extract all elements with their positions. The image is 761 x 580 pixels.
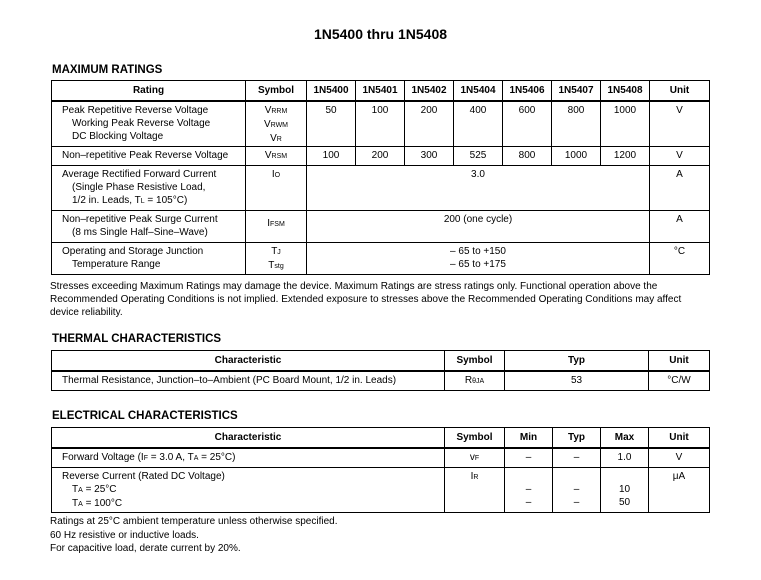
characteristic-cell xyxy=(52,448,445,467)
column-header: 1N5400 xyxy=(307,81,356,102)
value-cell: 100 xyxy=(307,147,356,166)
rating-subscript: L xyxy=(140,198,145,205)
symbol-subscript: stg xyxy=(274,263,284,270)
rating-text: Non–repetitive Peak Surge Current xyxy=(62,214,218,225)
value-cell: 200 xyxy=(405,101,454,147)
column-header: 1N5401 xyxy=(356,81,405,102)
characteristic-text: = 25°C) xyxy=(198,452,236,463)
column-header: Characteristic xyxy=(52,428,445,449)
value-cell: 50 xyxy=(307,101,356,147)
symbol-text: I xyxy=(470,470,474,482)
rating-cell xyxy=(52,243,246,275)
unit-cell: A xyxy=(650,166,710,211)
rating-text: DC Blocking Voltage xyxy=(72,131,164,142)
rating-text: (Single Phase Resistive Load, xyxy=(72,182,206,193)
symbol-cell xyxy=(246,166,307,211)
symbol-cell xyxy=(246,243,307,275)
symbol-subscript: R xyxy=(473,473,479,481)
electrical-table xyxy=(51,427,710,513)
value-cell: 1000 xyxy=(601,101,650,147)
symbol-subscript: O xyxy=(274,172,281,179)
column-header: Unit xyxy=(649,428,710,449)
column-header: Unit xyxy=(650,81,710,102)
characteristic-text: = 3.0 A, T xyxy=(148,452,194,463)
symbol-text: V xyxy=(264,105,272,116)
value-cell: 100 xyxy=(356,101,405,147)
column-header: Typ xyxy=(553,428,601,449)
value-cell xyxy=(307,243,650,275)
thermal-heading: THERMAL CHARACTERISTICS xyxy=(52,333,222,345)
footnote: 60 Hz resistive or inductive loads. xyxy=(50,529,199,541)
typ-value: – xyxy=(573,483,580,495)
min-value: – xyxy=(525,496,532,508)
value-cell: 600 xyxy=(503,101,552,147)
symbol-text: v xyxy=(469,452,475,463)
table-row xyxy=(52,448,710,467)
rating-cell xyxy=(52,166,246,211)
unit-cell: μA xyxy=(649,467,710,512)
rating-text: Working Peak Reverse Voltage xyxy=(72,118,211,129)
maximum-ratings-table xyxy=(51,80,710,275)
rating-text: Average Rectified Forward Current xyxy=(62,169,217,180)
column-header: Max xyxy=(601,428,649,449)
condition-text: = 25°C xyxy=(85,483,117,495)
value-cell: 300 xyxy=(405,147,454,166)
table-row xyxy=(52,211,710,243)
document-title: 1N5400 thru 1N5408 xyxy=(313,26,448,42)
symbol-cell xyxy=(445,467,505,512)
symbol-text: T xyxy=(268,260,275,271)
condition-symbol: T xyxy=(72,483,79,495)
typ-value: – xyxy=(573,496,580,508)
value-cell: 1000 xyxy=(552,147,601,166)
value-cell: 200 xyxy=(356,147,405,166)
column-header: Rating xyxy=(52,81,246,102)
symbol-text: T xyxy=(271,246,278,257)
table-row xyxy=(52,101,710,147)
footnote: For capacitive load, derate current by 20%. xyxy=(50,543,241,555)
temperature-range: – 65 to +150 xyxy=(450,246,506,257)
condition-symbol: T xyxy=(72,497,79,509)
rating-text: 1/2 in. Leads, T xyxy=(72,195,141,206)
symbol-subscript: J xyxy=(277,249,281,256)
symbol-subscript: FSM xyxy=(270,221,285,228)
table-header-row xyxy=(52,81,710,102)
value-cell: 3.0 xyxy=(307,166,650,211)
symbol-cell xyxy=(246,147,307,166)
stress-note: Stresses exceeding Maximum Ratings may damage the device. Maximum Ratings are stress ratings only. Functional operation above the Recommended Operating Conditions is not implied. Extended exposure to stresses above the Recommended Operating Conditions may affect device reliability. xyxy=(50,281,682,318)
unit-cell: V xyxy=(650,101,710,147)
characteristic-cell xyxy=(52,467,445,512)
table-row xyxy=(52,166,710,211)
characteristic-text: Reverse Current (Rated DC Voltage) xyxy=(62,470,225,482)
symbol-subscript: F xyxy=(474,455,480,462)
min-cell: – xyxy=(505,448,553,467)
value-cell: 1200 xyxy=(601,147,650,166)
characteristic-subscript: A xyxy=(193,455,199,462)
column-header: Symbol xyxy=(246,81,307,102)
footnotes xyxy=(50,515,337,556)
rating-text: = 105°C) xyxy=(144,195,188,206)
rating-text: Operating and Storage Junction xyxy=(62,246,204,257)
symbol-subscript: RSM xyxy=(271,153,288,160)
maximum-ratings-heading: MAXIMUM RATINGS xyxy=(52,64,163,76)
symbol-cell xyxy=(445,371,505,390)
characteristic-text: Forward Voltage (I xyxy=(62,452,144,463)
unit-cell: °C xyxy=(650,243,710,275)
symbol-text: V xyxy=(263,119,271,130)
value-cell: 525 xyxy=(454,147,503,166)
column-header: 1N5408 xyxy=(601,81,650,102)
typ-cell: – xyxy=(553,448,601,467)
rating-text: Temperature Range xyxy=(72,259,161,270)
symbol-subscript: R xyxy=(276,136,282,143)
condition-subscript: A xyxy=(78,486,83,494)
condition-subscript: A xyxy=(78,500,83,508)
symbol-text: V xyxy=(264,150,272,161)
symbol-cell xyxy=(445,448,505,467)
value-cell: 800 xyxy=(552,101,601,147)
max-value: 50 xyxy=(618,496,631,508)
symbol-cell xyxy=(246,101,307,147)
unit-cell: A xyxy=(650,211,710,243)
table-row xyxy=(52,147,710,166)
max-cell: 1.0 xyxy=(601,448,649,467)
table-row xyxy=(52,467,710,512)
column-header: Characteristic xyxy=(52,351,445,372)
characteristic-cell: Thermal Resistance, Junction–to–Ambient (PC Board Mount, 1/2 in. Leads) xyxy=(52,371,445,390)
symbol-text: V xyxy=(270,133,277,144)
table-header-row xyxy=(52,351,710,372)
symbol-text: R xyxy=(464,375,473,386)
symbol-text: I xyxy=(267,218,270,229)
max-cell xyxy=(601,467,649,512)
value-cell: 800 xyxy=(503,147,552,166)
symbol-cell xyxy=(246,211,307,243)
symbol-subscript: RWM xyxy=(270,122,289,129)
column-header: 1N5402 xyxy=(405,81,454,102)
column-header: 1N5406 xyxy=(503,81,552,102)
column-header: Symbol xyxy=(445,351,505,372)
table-row xyxy=(52,371,710,390)
unit-cell: °C/W xyxy=(649,371,710,390)
rating-text: (8 ms Single Half–Sine–Wave) xyxy=(72,227,208,238)
value-cell: 200 (one cycle) xyxy=(307,211,650,243)
symbol-text: I xyxy=(271,169,275,180)
rating-cell: Non–repetitive Peak Reverse Voltage xyxy=(52,147,246,166)
rating-cell xyxy=(52,101,246,147)
min-cell xyxy=(505,467,553,512)
column-header: Min xyxy=(505,428,553,449)
column-header: 1N5404 xyxy=(454,81,503,102)
column-header: Unit xyxy=(649,351,710,372)
rating-text: Peak Repetitive Reverse Voltage xyxy=(62,105,209,116)
symbol-subscript: θJA xyxy=(472,378,485,385)
typ-cell xyxy=(553,467,601,512)
rating-cell xyxy=(52,211,246,243)
value-cell: 400 xyxy=(454,101,503,147)
column-header: Typ xyxy=(505,351,649,372)
unit-cell: V xyxy=(650,147,710,166)
footnote: Ratings at 25°C ambient temperature unless otherwise specified. xyxy=(50,516,338,527)
table-header-row xyxy=(52,428,710,449)
typ-cell: 53 xyxy=(505,371,649,390)
temperature-range: – 65 to +175 xyxy=(450,259,506,270)
electrical-heading: ELECTRICAL CHARACTERISTICS xyxy=(52,410,238,422)
min-value: – xyxy=(525,483,532,495)
column-header: 1N5407 xyxy=(552,81,601,102)
column-header: Symbol xyxy=(445,428,505,449)
unit-cell: V xyxy=(649,448,710,467)
table-row xyxy=(52,243,710,275)
condition-text: = 100°C xyxy=(85,497,123,509)
symbol-subscript: RRM xyxy=(271,108,288,115)
characteristic-subscript: F xyxy=(143,455,148,462)
max-value: 10 xyxy=(618,483,631,495)
thermal-table xyxy=(51,350,710,391)
